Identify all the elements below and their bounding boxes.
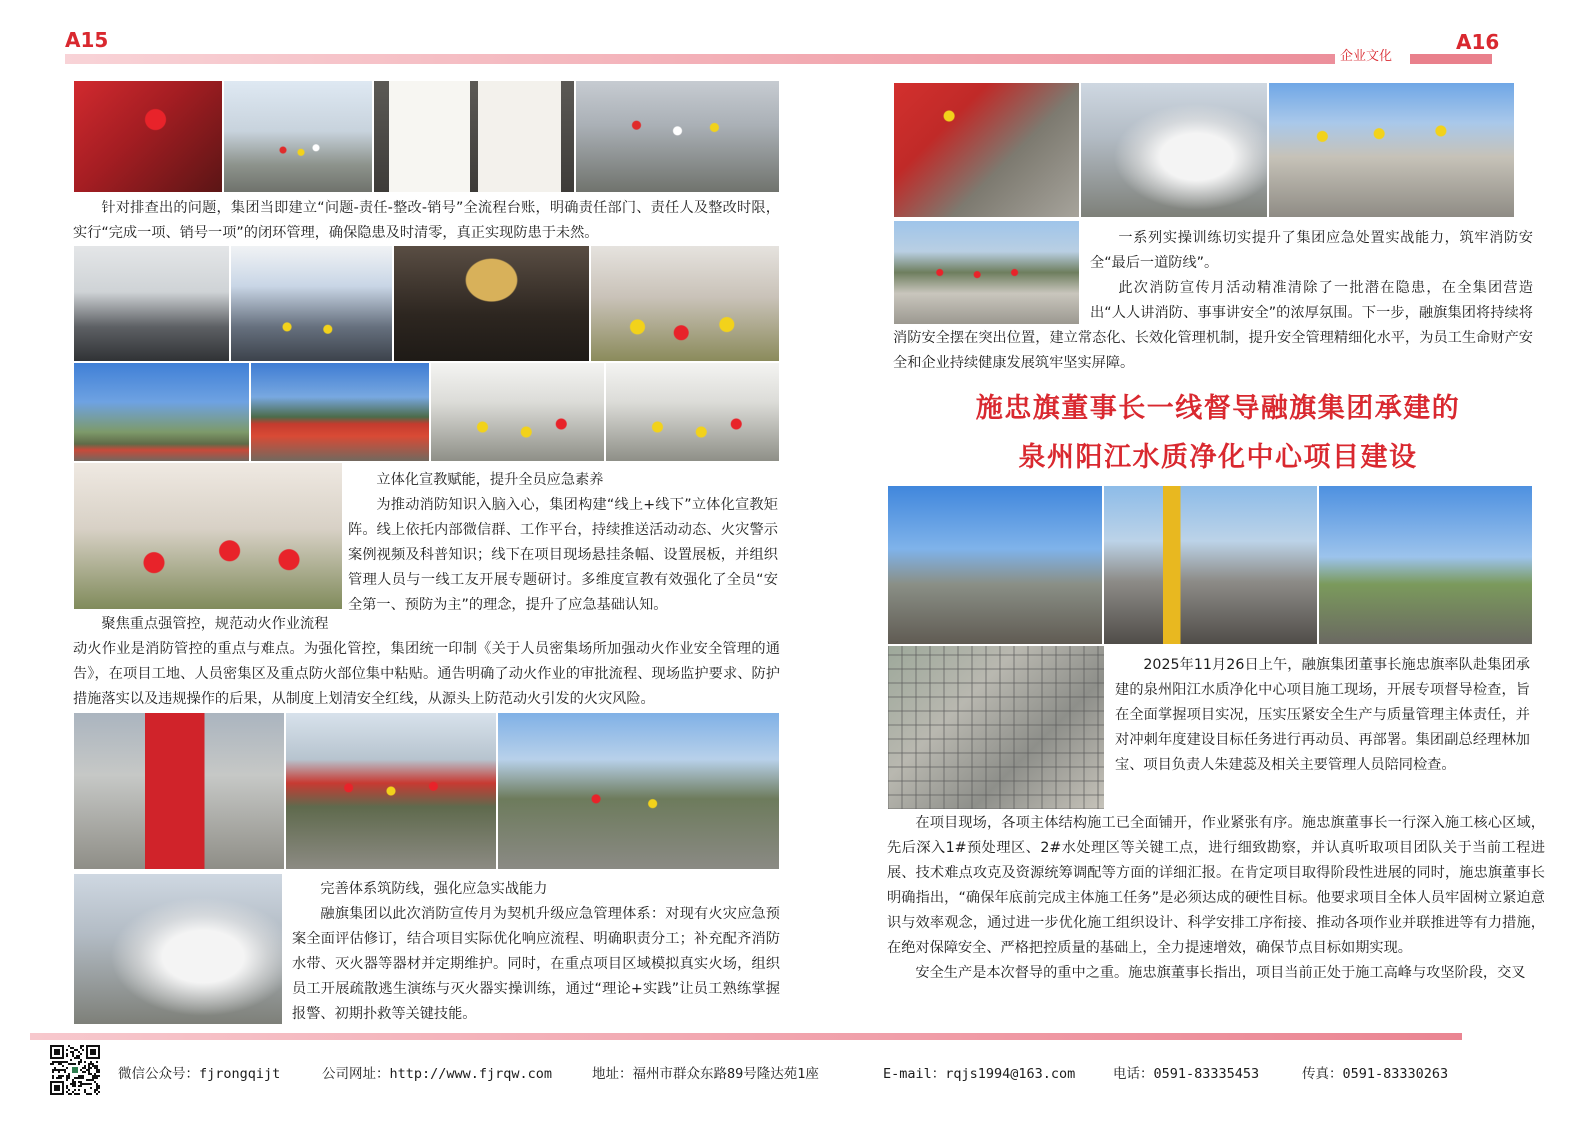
heading-system: 完善体系筑防线，强化应急实战能力 (320, 881, 548, 897)
footer-website: 公司网址：http://www.fjrqw.com (322, 1066, 553, 1082)
photo-safety-banner (250, 362, 430, 462)
photo-helmet-workers (590, 245, 780, 362)
section-drill-summary (893, 226, 1533, 378)
photo-class-session (430, 362, 605, 462)
footer-email: E-mail：rqjs1994@163.com (883, 1066, 1076, 1082)
footer-address: 地址：福州市群众东路89号隆达苑1座 (592, 1066, 819, 1082)
section-system (292, 877, 780, 1029)
photo-stretcher-drill (1268, 82, 1515, 218)
photo-spacer (893, 226, 1090, 325)
photo-workers-check (575, 80, 780, 193)
photo-extinguisher-smoke (1080, 82, 1268, 218)
photo-fire-station (73, 712, 285, 870)
photo-meeting-room (73, 245, 230, 362)
photo-fire-cabinet-inspection (73, 80, 223, 193)
section-label: 企业文化 (1340, 49, 1393, 64)
photo-project-group (1318, 485, 1533, 645)
footer-phone: 电话：0591-83335453 (1113, 1066, 1260, 1082)
paragraph-rectification: 针对排查出的问题，集团当即建立“问题-责任-整改-销号”全流程台账，明确责任部门、责任人及整改时限，实行“完成一项、销号一项”的闭环管理，确保隐患及时清零，真正实现防患于未然。 (73, 200, 780, 241)
qr-code-icon (50, 1045, 100, 1095)
paragraph-hotwork: 动火作业是消防管控的重点与难点。为强化管控，集团统一印制《关于人员密集场所加强动火作业安全管理的通告》，在项目工地、人员密集区及重点防火部位集中粘贴。通告明确了动火作业的审批流程、现场监护要求、防护措施落实以及违规操作的后果，从制度上划清安全红线，从源头上防范动火引发的火灾风险。 (73, 641, 780, 707)
footer-band (30, 1033, 1462, 1040)
header-band (65, 54, 1335, 64)
paragraph-drill: 一系列实操训练切实提升了集团应急处置实战能力，筑牢消防安全“最后一道防线”。 (1090, 230, 1533, 271)
section-article-body (887, 811, 1545, 988)
paragraph-article-intro: 2025年11月26日上午，融旗集团董事长施忠旗率队赴集团承建的泉州阳江水质净化中心项目施工现场，开展专项督导检查，旨在全面掌握项目实况，压实压紧安全生产与质量管理主体责任，并对冲刺年度建设目标任务进行再动员、再部署。集团副总经理林加宝、项目负责人朱建蕊及相关主要管理人员陪同检查。 (1115, 657, 1530, 773)
photo-project-scaffold (1103, 485, 1318, 645)
paragraph-summary: 此次消防宣传月活动精准清除了一批潜在隐患，在全集团营造出“人人讲消防、事事讲安全”的浓厚氛围。下一步，融旗集团将持续将消防安全摆在突出位置，建立常态化、长效化管理机制，提升安全管理精细化水平，为员工生命财产安全和企业持续健康发展筑牢坚实屏障。 (893, 280, 1533, 371)
page-number-right: A16 (1456, 30, 1500, 54)
header-band-right (1410, 54, 1492, 64)
photo-site-banner (73, 362, 250, 462)
paragraph-propaganda: 为推动消防知识入脑入心，集团构建“线上+线下”立体化宣教矩阵。线上依托内部微信群、工作平台，持续推送活动动态、火灾警示案例视频及科普知识；线下在项目现场悬挂条幅、设置展板，并组织管理人员与一线工友开展专题研讨。多维度宣教有效强化了全员“安全第一、预防为主”的理念，提升了应急基础认知。 (348, 497, 778, 613)
page-number-left: A15 (65, 28, 109, 52)
footer-fax: 传真：0591-83330263 (1302, 1066, 1449, 1082)
article-title-line2: 泉州阳江水质净化中心项目建设 (1018, 442, 1418, 473)
photo-outdoor-drill (497, 712, 780, 870)
photo-site-inspection (223, 80, 373, 193)
photo-project-visit (887, 485, 1103, 645)
photo-computer-training (73, 462, 343, 610)
heading-propaganda: 立体化宣教赋能，提升全员应急素养 (376, 472, 604, 488)
photo-drill-banner (893, 82, 1080, 218)
photo-extinguisher-demo (73, 873, 283, 1025)
article-title-line1: 施忠旗董事长一线督导融旗集团承建的 (975, 393, 1461, 424)
heading-hotwork: 聚焦重点强管控，规范动火作业流程 (101, 616, 329, 632)
paragraph-system: 融旗集团以此次消防宣传月为契机升级应急管理体系：对现有火灾应急预案全面评估修订，结合项目实际优化响应流程、明确职责分工；补充配齐消防水带、灭火器等器材并定期维护。同时，在重点项目区域模拟真实火场，组织员工开展疏散逃生演练与灭火器实操训练，通过“理论+实践”让员工熟练掌握报警、初期扑救等关键技能。 (292, 906, 780, 1022)
photo-drill-group (285, 712, 497, 870)
paragraph-article-safety: 安全生产是本次督导的重中之重。施忠旗董事长指出，项目当前正处于施工高峰与攻坚阶段，交叉 (915, 965, 1526, 981)
photo-worker-session (605, 362, 780, 462)
photo-presentation (393, 245, 590, 362)
photo-rectification-documents (373, 80, 575, 193)
photo-project-aerial (887, 645, 1105, 810)
article-title (900, 384, 1536, 482)
photo-training-room (230, 245, 393, 362)
section-propaganda (348, 468, 778, 618)
footer-wechat: 微信公众号：fjrongqijt (118, 1066, 281, 1082)
paragraph-article-site: 在项目现场，各项主体结构施工已全面铺开，作业紧张有序。施忠旗董事长一行深入施工核心区域，先后深入1#预处理区、2#水处理区等关键工点，进行细致勘察，并认真听取项目团队关于当前工程进展、技术难点攻克及资源统筹调配等方面的详细汇报。在肯定项目取得阶段性进展的同时，施忠旗董事长明确指出，“确保年底前完成主体施工任务”是必须达成的硬性目标。他要求项目全体人员牢固树立紧迫意识与效率观念，通过进一步优化施工组织设计、科学安排工序衔接、推动各项作业并联推进等有力措施，在绝对保障安全、严格把控质量的基础上，全力提速增效，确保节点目标如期实现。 (887, 815, 1545, 956)
